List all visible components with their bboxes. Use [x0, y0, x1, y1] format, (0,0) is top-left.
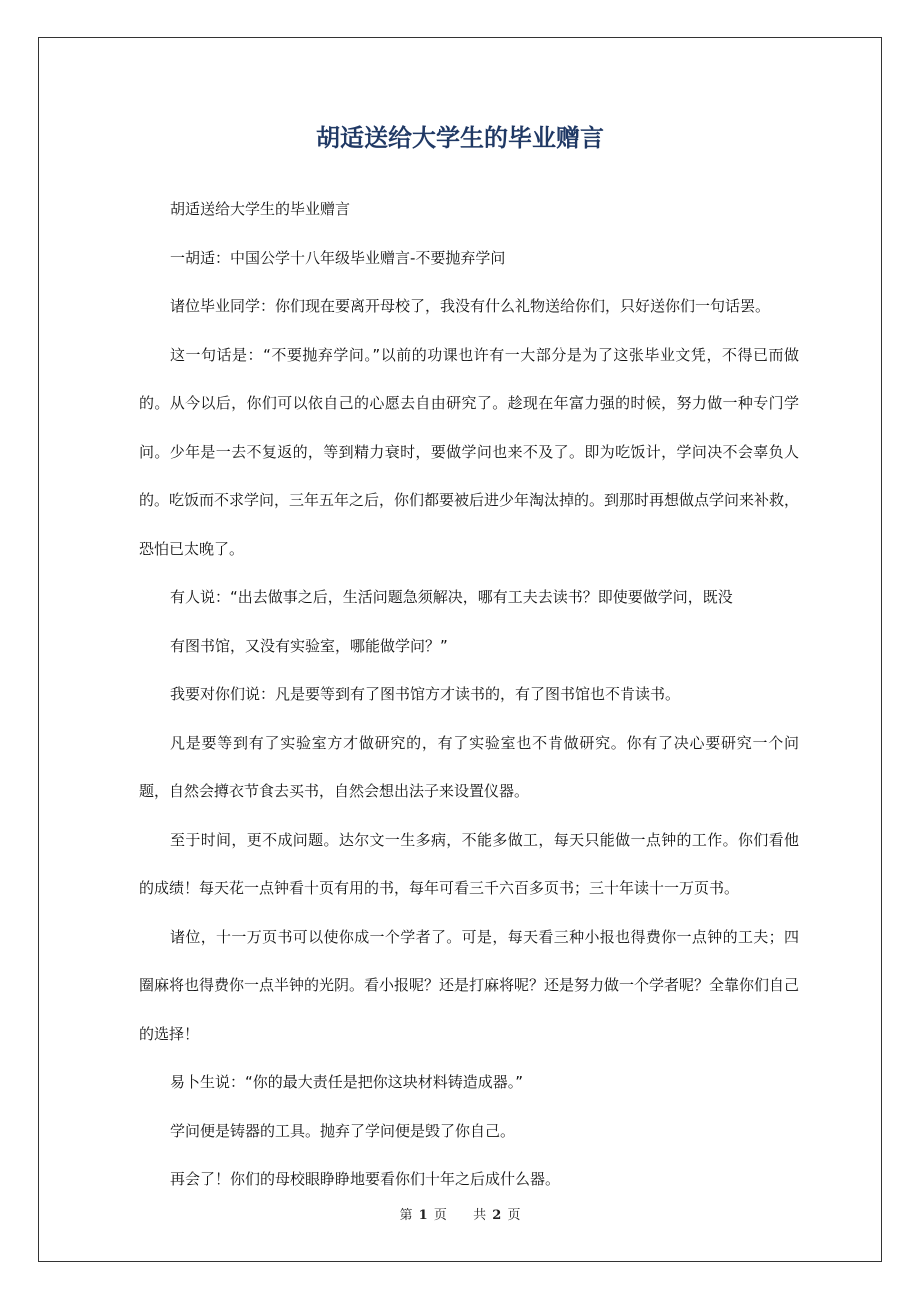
paragraph-subtitle: 胡适送给大学生的毕业赠言	[170, 200, 351, 218]
paragraph: 学问便是铸器的工具。抛弃了学问便是毁了你自己。	[170, 1121, 516, 1140]
paragraph: 这一句话是：“不要抛弃学问。”以前的功课也许有一大部分是为了这张毕业文凭，不得已而做的。从今以后，你们可以依自己的心愿去自由研究了。趁现在年富力强的时候，努力做一种专门学问。少年是一去不复返的，等到精力衰时，要做学问也来不及了。即为吃饭计，学问决不会辜负人的。吃饭而不求学问，三年五年之后，你们都要被后进少年淘汰掉的。到那时再想做点学问来补救，恐怕已太晚了。	[139, 345, 800, 558]
page-current: 1	[418, 1208, 428, 1223]
total-prefix: 共	[473, 1208, 487, 1223]
paragraph: 再会了！你们的母校眼睁睁地要看你们十年之后成什么器。	[170, 1170, 561, 1188]
paragraph: 凡是要等到有了实验室方才做研究的，有了实验室也不肯做研究。你有了决心要研究一个问题，自然会撙衣节食去买书，自然会想出法子来设置仪器。	[139, 733, 799, 800]
paragraph: 诸位，十一万页书可以使你成一个学者了。可是，每天看三种小报也得费你一点钟的工夫；四圈麻将也得费你一点半钟的光阴。看小报呢？还是打麻将呢？还是努力做一个学者呢？全靠你们自己的选择！	[139, 927, 800, 1043]
paragraph-heading: 一胡适：中国公学十八年级毕业赠言-不要抛弃学问	[170, 248, 506, 267]
document-body	[139, 185, 799, 1204]
document-title: 胡适送给大学生的毕业赠言	[316, 124, 604, 152]
page-unit: 页	[433, 1208, 447, 1223]
page-total: 2	[492, 1208, 502, 1223]
paragraph: 诸位毕业同学：你们现在要离开母校了，我没有什么礼物送给你们，只好送你们一句话罢。	[170, 297, 771, 315]
paragraph: 易卜生说：“你的最大责任是把你这块材料铸造成器。”	[170, 1073, 524, 1091]
paragraph: 我要对你们说：凡是要等到有了图书馆方才读书的，有了图书馆也不肯读书。	[170, 685, 681, 703]
paragraph: 有人说：“出去做事之后，生活问题急须解决，哪有工夫去读书？即使要做学问，既没	[170, 588, 733, 606]
page-footer	[0, 1204, 920, 1228]
total-unit: 页	[507, 1208, 521, 1223]
paragraph-continuation: 有图书馆，又没有实验室，哪能做学问？”	[170, 636, 448, 655]
paragraph: 至于时间，更不成问题。达尔文一生多病，不能多做工，每天只能做一点钟的工作。你们看他的成绩！每天花一点钟看十页有用的书，每年可看三千六百多页书；三十年读十一万页书。	[139, 830, 799, 897]
page-prefix: 第	[399, 1208, 413, 1223]
